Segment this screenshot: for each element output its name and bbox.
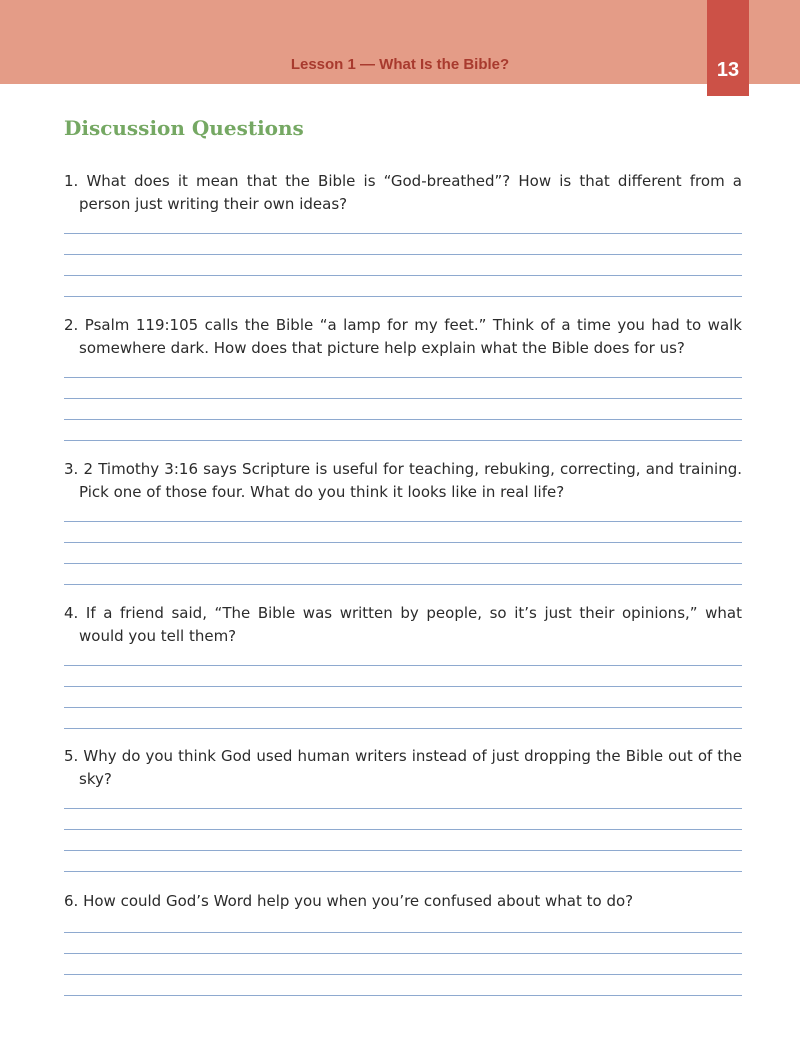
answer-line[interactable] [64, 398, 742, 399]
answer-line[interactable] [64, 584, 742, 585]
answer-line[interactable] [64, 542, 742, 543]
answer-line[interactable] [64, 728, 742, 729]
answer-line[interactable] [64, 665, 742, 666]
answer-line[interactable] [64, 233, 742, 234]
question-6 [64, 890, 742, 913]
question-text: 3. 2 Timothy 3:16 says Scripture is useful for teaching, rebuking, correcting, and training. Pick one of those four. What do you think it looks like in real life? [64, 460, 742, 501]
answer-line[interactable] [64, 974, 742, 975]
running-head: Lesson 1 — What Is the Bible? [290, 56, 510, 73]
answer-line[interactable] [64, 521, 742, 522]
answer-line[interactable] [64, 953, 742, 954]
answer-line[interactable] [64, 296, 742, 297]
answer-line[interactable] [64, 808, 742, 809]
answer-line[interactable] [64, 377, 742, 378]
answer-line[interactable] [64, 254, 742, 255]
answer-line[interactable] [64, 871, 742, 872]
section-title: Discussion Questions [64, 116, 304, 140]
question-5 [64, 745, 742, 791]
question-4 [64, 602, 742, 648]
answer-line[interactable] [64, 707, 742, 708]
question-text: 1. What does it mean that the Bible is “God-breathed”? How is that different from a person just writing their own ideas? [64, 172, 742, 213]
answer-line[interactable] [64, 686, 742, 687]
answer-line[interactable] [64, 563, 742, 564]
question-1 [64, 170, 742, 216]
answer-line[interactable] [64, 275, 742, 276]
question-text: 5. Why do you think God used human writers instead of just dropping the Bible out of the sky? [64, 747, 742, 788]
question-3 [64, 458, 742, 504]
answer-line[interactable] [64, 850, 742, 851]
question-2 [64, 314, 742, 360]
page-number: 13 [716, 59, 740, 81]
answer-line[interactable] [64, 932, 742, 933]
answer-line[interactable] [64, 440, 742, 441]
answer-line[interactable] [64, 829, 742, 830]
question-text: 6. How could God’s Word help you when you’re confused about what to do? [64, 892, 634, 910]
page-number-tab [707, 0, 749, 96]
answer-line[interactable] [64, 995, 742, 996]
question-text: 4. If a friend said, “The Bible was written by people, so it’s just their opinions,” what would you tell them? [64, 604, 742, 645]
question-text: 2. Psalm 119:105 calls the Bible “a lamp for my feet.” Think of a time you had to walk somewhere dark. How does that picture help explain what the Bible does for us? [64, 316, 742, 357]
answer-line[interactable] [64, 419, 742, 420]
